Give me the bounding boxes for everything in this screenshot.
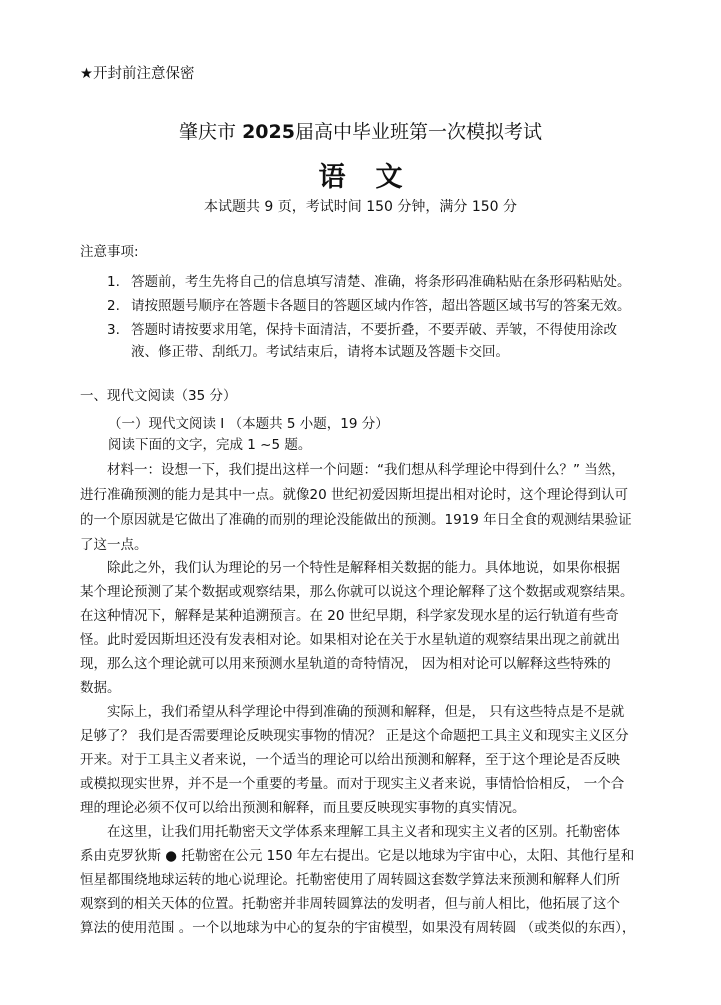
body-line: 观察到的相关天体的位置。托勒密并非周转圆算法的发明者，但与前人相比，他拓展了这个 [80, 896, 620, 912]
notes-title: 注意事项: [80, 244, 139, 260]
body-line: 理的理论必须不仅可以给出预测和解释，而且要反映现实事物的真实情况。 [80, 800, 526, 816]
note-text: 答题时请按要求用笔，保持卡面清洁，不要折叠，不要弄破、弄皱，不得使用涂改 [131, 322, 617, 338]
note-number: 2. [107, 298, 120, 314]
body-line: 材料一：设想一下，我们提出这样一个问题：“我们想从科学理论中得到什么？” 当然， [107, 462, 625, 478]
exam-title-year: 2025 [242, 121, 295, 143]
body-line: 算法的使用范围 。一个以地球为中心的复杂的宇宙模型，如果没有周转圆 （或类似的东西）， [80, 920, 636, 936]
body-line: 怪。此时爱因斯坦还没有发表相对论。如果相对论在关于水星轨道的观察结果出现之前就出 [80, 632, 620, 648]
body-line: 的一个原因就是它做出了准确的而别的理论没能做出的预测。1919 年日全食的观测结果验证 [80, 512, 632, 528]
note-text: 答题前，考生先将自己的信息填写清楚、准确，将条形码准确粘贴在条形码粘贴处。 [131, 274, 631, 290]
body-line: 系由克罗狄斯 ● 托勒密在公元 150 年左右提出。它是以地球为宇宙中心，太阳、其他行星和 [80, 848, 635, 864]
body-line: 在这种情况下，解释是某种追溯预言。在 20 世纪早期，科学家发现水星的运行轨道有些奇 [80, 608, 619, 624]
secret-mark: ★开封前注意保密 [80, 66, 195, 82]
note-item-2 [107, 294, 631, 314]
exam-title-suffix: 届高中毕业班第一次模拟考试 [294, 121, 542, 143]
body-line: 了这一点。 [80, 537, 148, 553]
body-line: 在这里，让我们用托勒密天文学体系来理解工具主义者和现实主义者的区别。托勒密体 [107, 824, 620, 840]
note-number: 1. [107, 274, 120, 290]
body-line: 除此之外，我们认为理论的另一个特性是解释相关数据的能力。具体地说，如果你根据 [107, 560, 620, 576]
section-title: 一、现代文阅读（35 分） [80, 388, 237, 404]
exam-info: 本试题共 9 页，考试时间 150 分钟，满分 150 分 [203, 199, 518, 215]
note-number: 3. [107, 322, 120, 338]
body-line: 某个理论预测了某个数据或观察结果，那么你就可以说这个理论解释了这个数据或观察结果。 [80, 584, 634, 600]
body-line: 或模拟现实世界，并不是一个重要的考量。而对于现实主义者来说，事情恰恰相反， 一个合 [80, 776, 625, 792]
exam-title-prefix: 肇庆市 [179, 121, 243, 143]
exam-title [0, 117, 721, 144]
body-line: 实际上，我们希望从科学理论中得到准确的预测和解释，但是， 只有这些特点是不是就 [107, 704, 625, 720]
note-item-1 [107, 270, 631, 290]
body-line: 足够了？ 我们是否需要理论反映现实事物的情况？ 正是这个命题把工具主义和现实主义区分 [80, 728, 629, 744]
body-line: 开来。对于工具主义者来说，一个适当的理论可以给出预测和解释，至于这个理论是否反映 [80, 752, 620, 768]
note-text: 请按照题号顺序在答题卡各题目的答题区域内作答，超出答题区域书写的答案无效。 [131, 298, 631, 314]
body-line: 数据。 [80, 680, 121, 696]
body-line: 现，那么这个理论就可以用来预测水星轨道的奇特情况， 因为相对论可以解释这些特殊的 [80, 656, 611, 672]
note-item-3-continuation: 液、修正带、刮纸刀。考试结束后，请将本试题及答题卡交回。 [131, 344, 509, 360]
reading-instruction: 阅读下面的文字，完成 1 ~5 题。 [108, 437, 312, 453]
note-item-3 [107, 318, 617, 338]
body-line: 恒星都围绕地球运转的地心说理论。托勒密使用了周转圆这套数学算法来预测和解释人们所 [80, 872, 620, 888]
subject-title: 语文 [318, 162, 433, 193]
subsection-title: （一）现代文阅读 Ⅰ （本题共 5 小题，19 分） [108, 416, 389, 432]
body-line: 进行准确预测的能力是其中一点。就像20 世纪初爱因斯坦提出相对论时，这个理论得到认可 [80, 487, 628, 503]
